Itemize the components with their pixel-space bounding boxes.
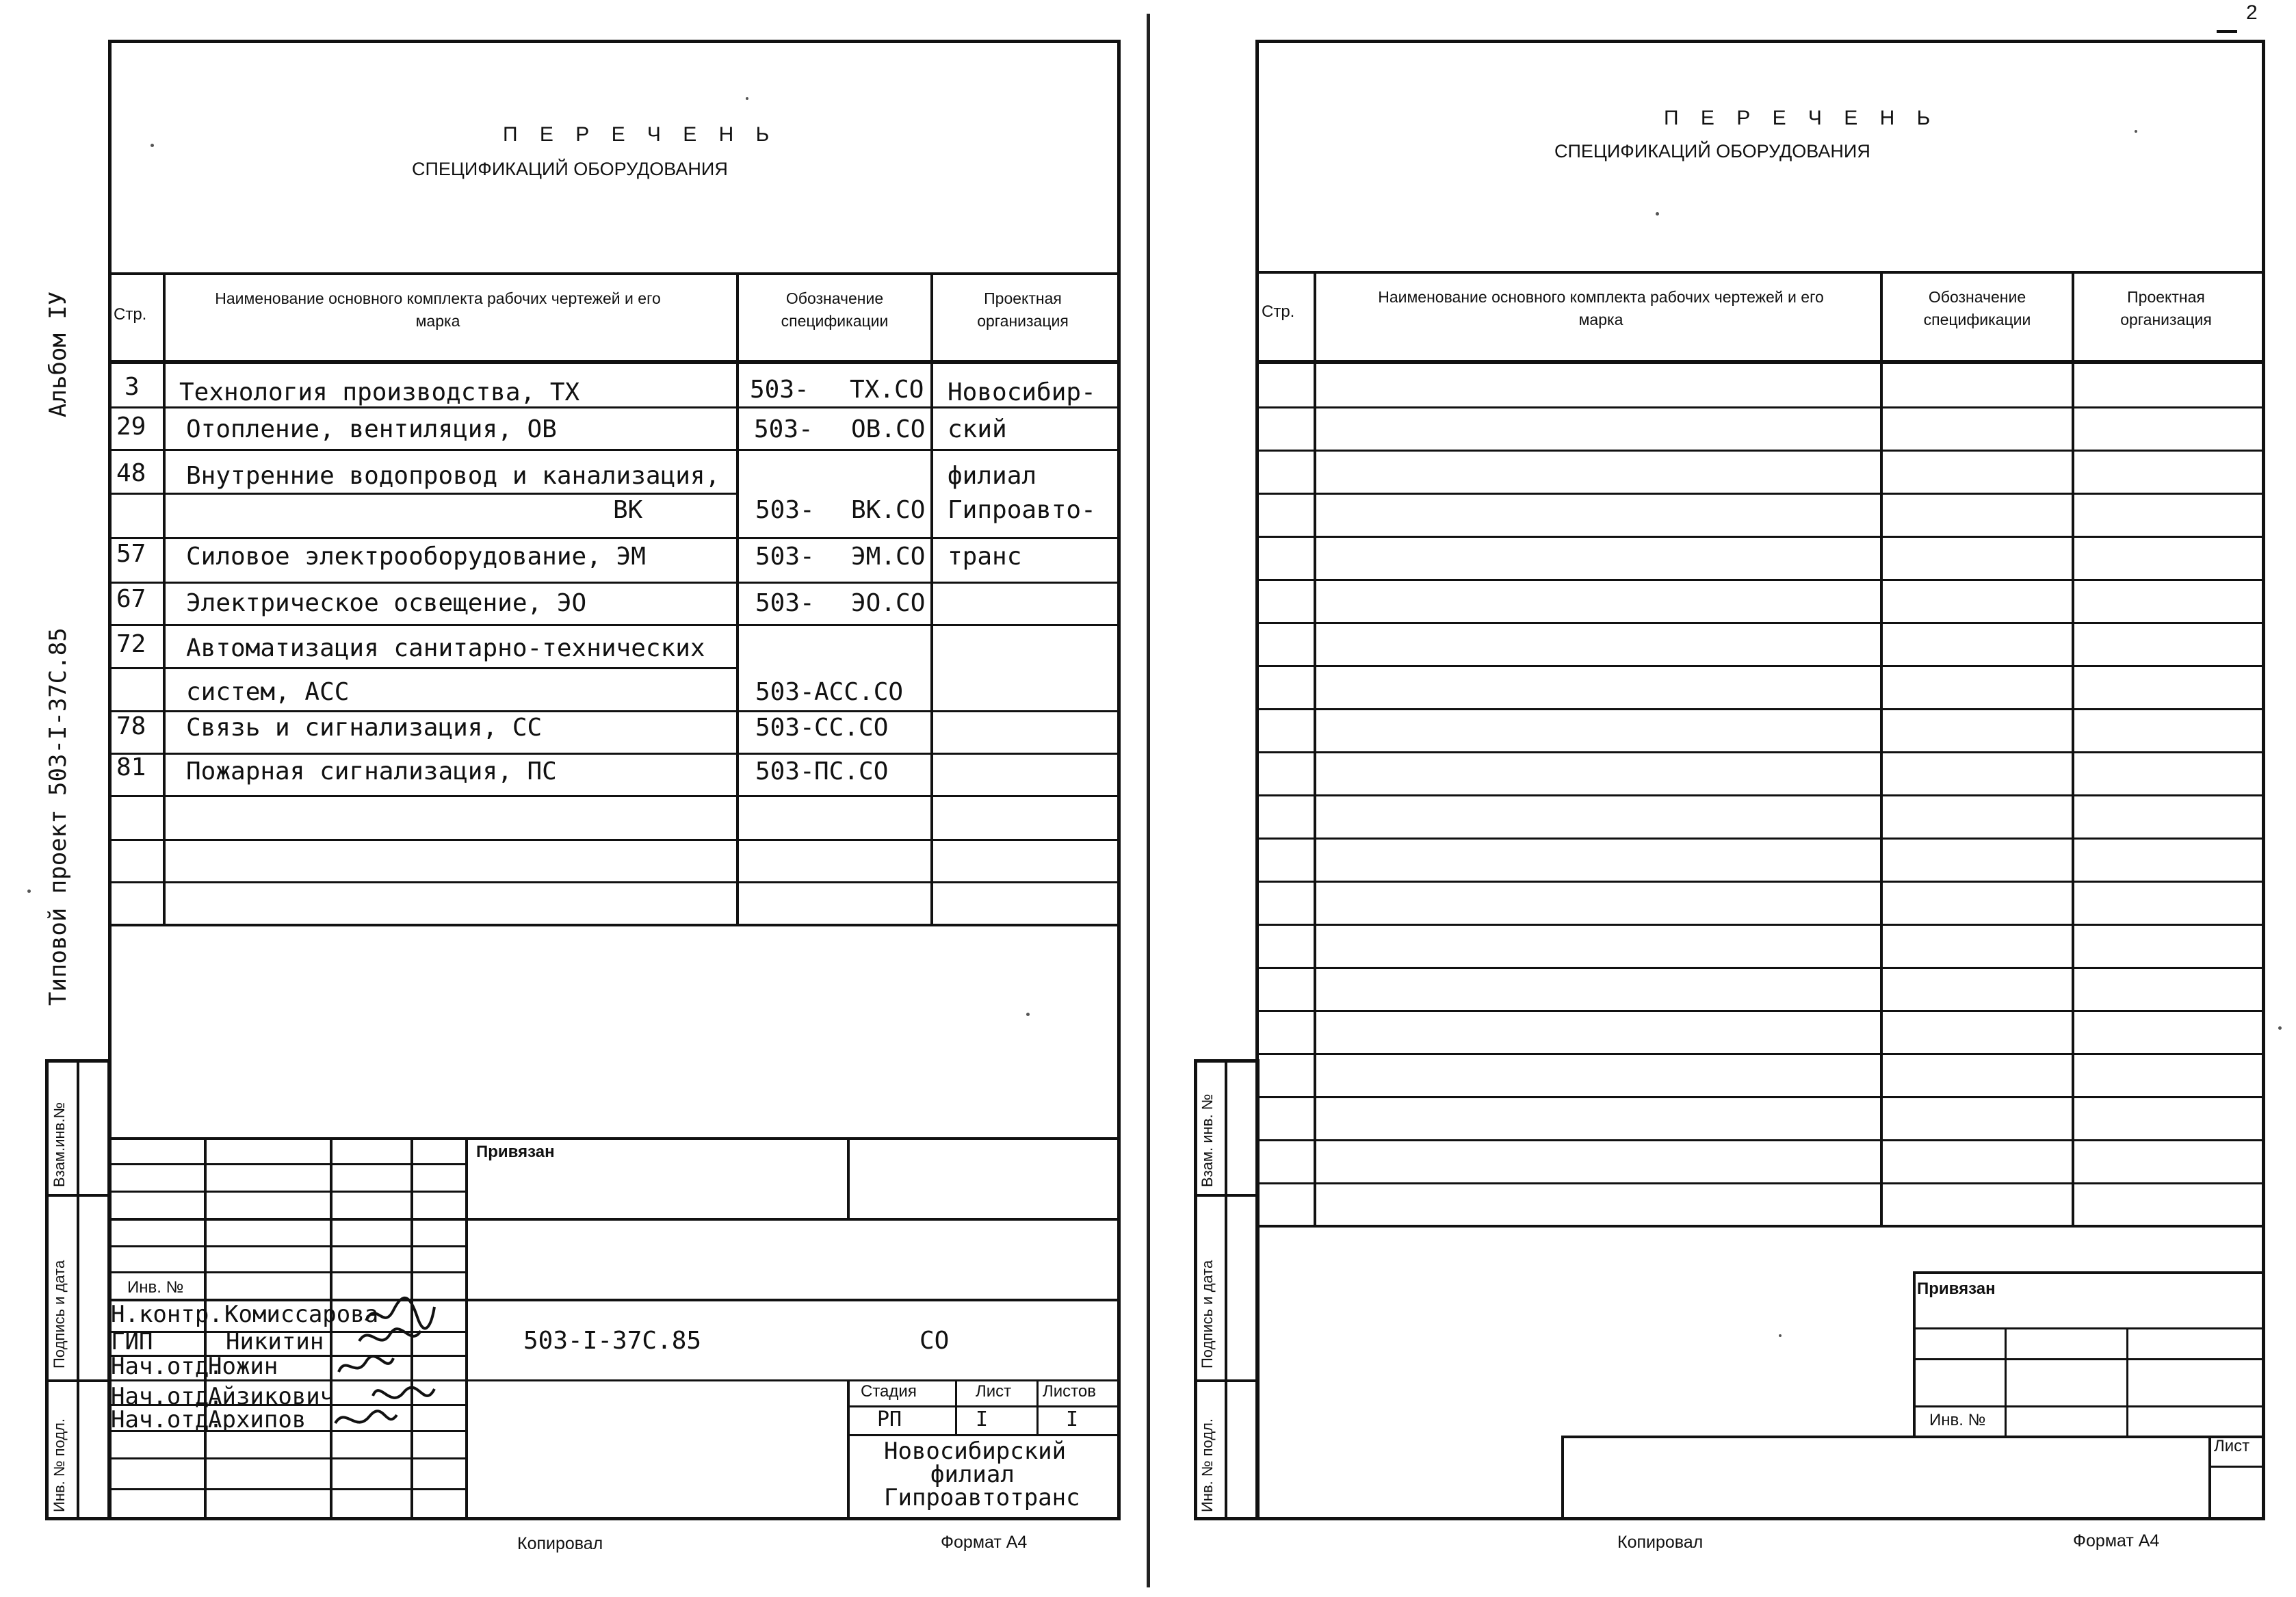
stamp-divider: [45, 1379, 111, 1382]
table-header-bottom: [108, 360, 1121, 364]
scan-speck: [746, 97, 748, 100]
stamp-label-vzam: Взам. инв. №: [1199, 1093, 1216, 1187]
staff-role: ГИП: [111, 1328, 153, 1355]
signature-3: [335, 1351, 397, 1382]
rb-line: [2126, 1327, 2128, 1436]
col-line: [736, 272, 739, 924]
row-line: [108, 406, 1121, 408]
row-org: транс: [948, 543, 1022, 571]
staff-role: Нач.отд.: [111, 1406, 223, 1433]
row-line: [108, 449, 1121, 451]
stage-value: РП: [877, 1407, 902, 1431]
row-line: [1255, 751, 2265, 753]
row-line: [108, 710, 1121, 712]
stamp-label-podpis: Подпись и дата: [1199, 1260, 1216, 1368]
row-org: ский: [948, 415, 1007, 443]
row-spec-code: СС.СО: [814, 714, 889, 742]
row-spec-prefix: 503-: [755, 678, 815, 706]
privyazan-label: Привязан: [476, 1143, 555, 1161]
row-line: [108, 537, 1121, 539]
row-spec-prefix: 503-: [755, 757, 815, 785]
row-line: [108, 493, 738, 495]
row-line: [1255, 665, 2265, 667]
stamp-divider: [45, 1194, 111, 1197]
row-name: Технология производства, ТХ: [179, 378, 580, 406]
side-project-label: Типовой проект 503-I-37С.85: [44, 627, 72, 1006]
row-page: 57: [116, 540, 146, 568]
row-page: 72: [116, 630, 146, 658]
sheets-label: Листов: [1043, 1382, 1096, 1401]
tb-line: [330, 1137, 332, 1520]
stamp-divider: [1194, 1194, 1260, 1197]
page-number-underline: [2217, 30, 2237, 33]
row-org: Гипроавто-: [948, 496, 1096, 524]
tb-line: [108, 1191, 465, 1193]
row-page: 78: [116, 712, 146, 740]
row-line: [108, 753, 1121, 755]
format-label: Формат А4: [2073, 1531, 2160, 1550]
list-label: Лист: [2214, 1437, 2250, 1455]
org-line-2: филиал: [930, 1461, 1015, 1488]
rb-line: [2208, 1466, 2265, 1468]
table-top-line: [1255, 271, 2265, 274]
right-title: П Е Р Е Ч Е Н Ь: [1664, 107, 1939, 129]
table-header-bottom: [1255, 360, 2265, 364]
row-line: [1255, 1096, 2265, 1098]
row-spec-prefix: 503-: [755, 589, 815, 617]
row-line: [108, 582, 1121, 584]
table-bottom-line: [1255, 1225, 2265, 1228]
row-name: Внутренние водопровод и канализация,: [186, 462, 720, 490]
tb-line: [108, 1457, 465, 1459]
row-page: 29: [116, 413, 146, 441]
rb-line: [2005, 1327, 2007, 1436]
col-header-name: Наименование основного комплекта рабочих чертежей и его марка: [1378, 288, 1824, 329]
row-page: 67: [116, 585, 146, 613]
staff-name: Ножин: [208, 1353, 278, 1380]
format-label: Формат А4: [941, 1533, 1028, 1552]
row-line: [108, 839, 1121, 841]
row-line: [1255, 1010, 2265, 1012]
col-line: [2072, 271, 2074, 1225]
staff-role: Н.контр.: [111, 1301, 223, 1328]
col-header-page: Стр.: [114, 305, 147, 324]
row-line: [1255, 622, 2265, 624]
row-spec-prefix: 503-: [750, 376, 809, 404]
row-line: [108, 795, 1121, 797]
row-page: 3: [125, 373, 140, 401]
row-spec-code: ПС.СО: [814, 757, 889, 785]
row-name: систем, АСС: [186, 678, 350, 706]
side-album-label: Альбом IУ: [44, 291, 72, 417]
tb-line: [108, 1163, 465, 1165]
tb-line: [108, 1488, 465, 1490]
doc-mark: СО: [919, 1327, 950, 1355]
col-header-spec: Обозначение спецификации: [781, 289, 889, 330]
tb-line: [108, 1137, 1121, 1140]
stamp-divider: [77, 1059, 79, 1520]
scan-speck: [2278, 1026, 2282, 1030]
page-number: 2: [2246, 1, 2258, 24]
row-page: 48: [116, 459, 146, 487]
stamp-divider: [1225, 1059, 1227, 1520]
row-name: Силовое электрооборудование, ЭМ: [186, 543, 646, 571]
row-page: 81: [116, 753, 146, 781]
scan-speck: [151, 144, 154, 147]
rb-line: [1561, 1436, 1564, 1520]
scan-speck: [2135, 130, 2137, 133]
signature-5: [332, 1403, 400, 1437]
stamp-divider: [1194, 1379, 1260, 1382]
stamp-label-vzam: Взам.инв.№: [51, 1102, 68, 1187]
col-header-name: Наименование основного комплекта рабочих чертежей и его марка: [215, 289, 661, 330]
row-name: Отопление, вентиляция, ОВ: [186, 415, 557, 443]
col-header-page: Стр.: [1262, 302, 1295, 321]
row-name: Связь и сигнализация, СС: [186, 714, 543, 742]
tb-line: [108, 1245, 465, 1247]
staff-role: Нач.отд.: [111, 1383, 223, 1410]
tb-line: [847, 1434, 1121, 1436]
row-line: [1255, 708, 2265, 710]
col-line: [1880, 271, 1883, 1225]
doc-code: 503-I-37С.85: [523, 1327, 702, 1355]
staff-name: Никитин: [226, 1328, 324, 1355]
table-top-line: [108, 272, 1121, 275]
staff-name: Комиссарова: [224, 1301, 379, 1328]
row-spec-code: ЭО.СО: [851, 589, 926, 617]
right-sheet-frame: [1255, 40, 2265, 1520]
row-name: Пожарная сигнализация, ПС: [186, 757, 557, 785]
row-line: [108, 881, 1121, 883]
row-spec-prefix: 503-: [755, 714, 815, 742]
staff-name: Архипов: [208, 1406, 306, 1433]
row-spec-code: ВК.СО: [851, 496, 926, 524]
row-org: филиал: [948, 462, 1037, 490]
org-line-3: Гипроавтотранс: [884, 1484, 1080, 1511]
col-header-org: Проектная организация: [977, 289, 1069, 330]
row-spec-prefix: 503-: [755, 543, 815, 571]
row-line: [1255, 536, 2265, 538]
row-line: [1255, 406, 2265, 408]
scan-speck: [1779, 1334, 1782, 1337]
stamp-label-inv-podl: Инв. № подл.: [1199, 1418, 1216, 1512]
rb-line: [1913, 1405, 2265, 1407]
rb-line: [2208, 1436, 2211, 1520]
privyazan-label: Привязан: [1917, 1280, 1996, 1298]
row-line: [108, 667, 738, 669]
row-line: [1255, 967, 2265, 969]
scan-speck: [27, 890, 31, 893]
row-spec-code: ОВ.СО: [851, 415, 926, 443]
row-line: [1255, 1182, 2265, 1184]
stamp-label-inv-podl: Инв. № подл.: [51, 1418, 68, 1512]
tb-line: [847, 1379, 850, 1520]
row-line: [1255, 838, 2265, 840]
tb-line: [847, 1137, 850, 1218]
stamp-label-podpis: Подпись и дата: [51, 1260, 68, 1368]
binding-gutter: [1147, 14, 1150, 1587]
org-line-1: Новосибирский: [884, 1438, 1067, 1465]
row-line: [1255, 1053, 2265, 1055]
row-org: Новосибир-: [948, 378, 1096, 406]
stage-label: Стадия: [861, 1382, 917, 1401]
sheets-value: I: [1066, 1407, 1079, 1431]
col-line: [930, 272, 933, 924]
rb-line: [1561, 1436, 2265, 1438]
col-header-org: Проектная организация: [2120, 288, 2212, 329]
row-line: [1255, 924, 2265, 926]
left-title: П Е Р Е Ч Е Н Ь: [503, 123, 778, 146]
row-spec-code: ЭМ.СО: [851, 543, 926, 571]
tb-line: [204, 1137, 207, 1520]
row-name: Электрическое освещение, ЭО: [186, 589, 587, 617]
col-line: [1314, 271, 1316, 1225]
rb-line: [1913, 1271, 2265, 1274]
row-line: [1255, 794, 2265, 796]
row-name: ВК: [613, 496, 643, 524]
row-spec-prefix: 503-: [754, 415, 813, 443]
row-name: Автоматизация санитарно-технических: [186, 634, 705, 662]
sheet-value: I: [976, 1407, 989, 1431]
inv-label: Инв. №: [1929, 1411, 1986, 1429]
row-spec-code: АСС.СО: [814, 678, 904, 706]
right-subtitle: СПЕЦИФИКАЦИЙ ОБОРУДОВАНИЯ: [1554, 141, 1870, 161]
col-header-spec: Обозначение спецификации: [1923, 288, 2031, 329]
scan-speck: [1656, 212, 1659, 216]
tb-line: [108, 1271, 465, 1273]
signature-2: [356, 1321, 424, 1355]
row-line: [1255, 1139, 2265, 1141]
row-spec-prefix: 503-: [755, 496, 815, 524]
inv-label: Инв. №: [127, 1278, 184, 1297]
tb-line: [465, 1137, 468, 1520]
row-line: [1255, 450, 2265, 452]
col-line: [163, 272, 166, 924]
tb-line: [108, 1218, 1121, 1221]
copied-label: Копировал: [517, 1534, 603, 1553]
rb-line: [1913, 1327, 2265, 1329]
row-line: [108, 624, 1121, 626]
row-line: [1255, 493, 2265, 495]
sheet-label: Лист: [976, 1382, 1012, 1401]
row-line: [1255, 579, 2265, 581]
rb-line: [1913, 1271, 1916, 1436]
rb-line: [1913, 1358, 2265, 1360]
row-line: [1255, 881, 2265, 883]
table-bottom-line: [108, 924, 1121, 926]
left-subtitle: СПЕЦИФИКАЦИЙ ОБОРУДОВАНИЯ: [412, 159, 728, 179]
staff-name: Айзикович: [208, 1383, 335, 1410]
scan-speck: [1026, 1013, 1030, 1016]
row-spec-code: ТХ.СО: [850, 376, 924, 404]
staff-role: Нач.отд.: [111, 1353, 223, 1380]
copied-label: Копировал: [1617, 1533, 1704, 1552]
